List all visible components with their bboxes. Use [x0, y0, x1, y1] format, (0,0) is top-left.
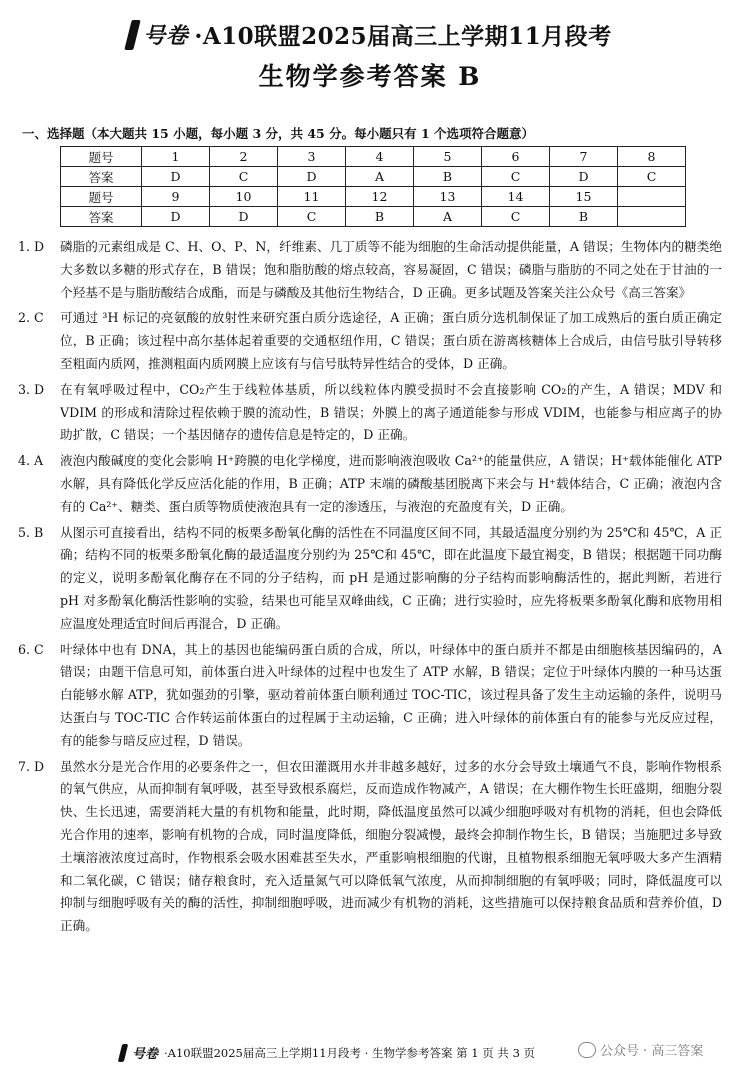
question-number: 4. A: [18, 453, 44, 469]
table-cell: 5: [414, 147, 482, 167]
table-cell: 7: [550, 147, 618, 167]
row-label: 答案: [61, 167, 142, 187]
explanation-text: 磷脂的元素组成是 C、H、O、P、N，纤维素、几丁质等不能为细胞的生命活动提供能量，A 错误；生物体内的糖类绝大多数以多糖的形式存在，B 错误；饱和脂肪酸的熔点较高，容易凝固，C 错误；磷脂与脂肪的不同之处在于甘油的一个羟基不是与脂肪酸结合成酯，而是与磷酸及其他衍生物结合，D 正确。更多试题及答案关注公众号《高三答案》: [60, 239, 722, 300]
table-cell: 12: [346, 187, 414, 207]
table-cell: 8: [618, 147, 686, 167]
table-cell: D: [278, 167, 346, 187]
table-cell: B: [414, 167, 482, 187]
table-row: [61, 207, 686, 227]
question-number: 6. C: [18, 641, 44, 657]
footer-logo-icon: [118, 1044, 128, 1062]
table-cell: 1: [142, 147, 210, 167]
table-cell: C: [210, 167, 278, 187]
table-cell: D: [142, 167, 210, 187]
question-number: 5. B: [18, 524, 44, 540]
table-cell: 14: [482, 187, 550, 207]
explanation-item: [18, 450, 722, 518]
table-cell: [618, 187, 686, 207]
table-cell: D: [550, 167, 618, 187]
explanations: [18, 236, 722, 941]
row-label: 题号: [61, 187, 142, 207]
row-label: 答案: [61, 207, 142, 227]
brand-logo-text: 号卷: [143, 23, 189, 49]
doc-subtitle: 生物学参考答案 B: [258, 62, 482, 91]
table-cell: 9: [142, 187, 210, 207]
answer-table: [60, 146, 686, 227]
watermark-text: 公众号 · 高三答案: [600, 1044, 704, 1059]
explanation-text: 可通过 ³H 标记的亮氨酸的放射性来研究蛋白质分选途径，A 正确；蛋白质分选机制保证了加工成熟后的蛋白质正确定位，B 正确；该过程中高尔基体起着重要的交通枢纽作用，C 错误；蛋白质在游离核糖体上合成后，由信号肽引导转移至粗面内质网，推测粗面内质网膜上应该有与信号肽特异性结合的受体，D 正确。: [60, 310, 722, 371]
table-cell: [618, 207, 686, 227]
question-number: 2. C: [18, 310, 44, 326]
explanation-text: 虽然水分是光合作用的必要条件之一，但农田灌溉用水并非越多越好，过多的水分会导致土壤通气不良，影响作物根系的氧气供应，从而抑制有氧呼吸，甚至导致根系腐烂，反而造成作物减产，A 错误；在大棚作物生长旺盛期，细胞分裂快、生长迅速，需要消耗大量的有机物和能量，此时期，降低温度虽然可以减少细胞呼吸对有机物的消耗，但也会降低光合作用的速率，影响有机物的合成，同时温度降低，细胞分裂减慢，最终会抑制作物生长，B 错误；当施肥过多导致土壤溶液浓度过高时，作物根系会吸水困难甚至失水，严重影响根细胞的代谢，且植物根系细胞无氧呼吸大多产生酒精和二氧化碳，C 错误；储存粮食时，充入适量氮气可以降低氧气浓度，从而抑制细胞的有氧呼吸；同时，降低温度可以抑制与细胞呼吸有关的酶的活性，抑制细胞呼吸，进而减少有机物的消耗，这些措施可以保持粮食品质和营养价值，D 正确。: [60, 758, 722, 934]
question-number: 7. D: [18, 758, 45, 774]
question-number: 3. D: [18, 381, 45, 397]
table-cell: C: [482, 167, 550, 187]
row-label: 题号: [61, 147, 142, 167]
wechat-icon: [578, 1042, 596, 1058]
table-cell: C: [278, 207, 346, 227]
table-cell: 11: [278, 187, 346, 207]
explanation-item: [18, 307, 722, 375]
table-row: [61, 167, 686, 187]
table-cell: 10: [210, 187, 278, 207]
table-cell: 6: [482, 147, 550, 167]
table-cell: A: [414, 207, 482, 227]
explanation-text: 液泡内酸碱度的变化会影响 H⁺跨膜的电化学梯度，进而影响液泡吸收 Ca²⁺的能量供应，A 错误；H⁺载体能催化 ATP 水解，具有降低化学反应活化能的作用，B 正确；ATP 末端的磷酸基团脱离下来会与 H⁺载体结合，C 正确；液泡内含有的 Ca²⁺、糖类、蛋白质等物质使液泡具有一定的渗透压，与液泡的充盈度有关，D 正确。: [60, 453, 722, 514]
explanation-text: 叶绿体中也有 DNA，其上的基因也能编码蛋白质的合成，所以，叶绿体中的蛋白质并不都是由细胞核基因编码的，A 错误；由题干信息可知，前体蛋白进入叶绿体的过程中也发生了 ATP 水解，B 错误；定位于叶绿体内膜的一种马达蛋白能够水解 ATP，犹如强劲的引擎，驱动着前体蛋白顺利通过 TOC-TIC，该过程具备了发生主动运输的条件，说明马达蛋白与 TOC-TIC 合作转运前体蛋白的过程属于主动运输，C 正确；进入叶绿体的前体蛋白有的能参与光反应过程，有的能参与暗反应过程，D 错误。: [60, 641, 722, 748]
table-cell: D: [210, 207, 278, 227]
exam-title: ·A10联盟2025届高三上学期11月段考: [194, 23, 612, 50]
table-cell: 3: [278, 147, 346, 167]
question-number: 1. D: [18, 239, 45, 254]
header-title-line1: [0, 18, 740, 51]
table-cell: D: [142, 207, 210, 227]
table-cell: B: [346, 207, 414, 227]
footer-logo-text: 号卷: [132, 1047, 159, 1062]
explanation-item: [18, 522, 722, 636]
explanation-text: 从图示可直接看出，结构不同的板栗多酚氧化酶的活性在不同温度区间不同，其最适温度分别约为 25℃和 45℃，A 正确；结构不同的板栗多酚氧化酶的最适温度分别约为 25℃和 45℃，即在此温度下最宜褐变，B 错误；根据题干同功酶的定义，说明多酚氧化酶存在不同的分子结构，而 pH 是通过影响酶的分子结构而影响酶活性的，据此判断，若进行 pH 对多酚氧化酶活性影响的实验，结果也可能呈双峰曲线，C 正确；进行实验时，应先将板栗多酚氧化酶和底物用相应温度处理适宜时间后再混合，D 正确。: [60, 524, 722, 631]
table-cell: C: [618, 167, 686, 187]
explanation-item: [18, 379, 722, 447]
brand-logo-icon: [125, 20, 141, 50]
table-cell: B: [550, 207, 618, 227]
table-cell: 15: [550, 187, 618, 207]
table-cell: C: [482, 207, 550, 227]
table-cell: A: [346, 167, 414, 187]
explanation-item: [18, 236, 722, 304]
page-footer: [120, 1043, 535, 1062]
explanation-item: [18, 756, 722, 938]
page-header: [0, 18, 740, 93]
watermark: [578, 1040, 703, 1059]
explanation-item: [18, 639, 722, 753]
footer-text: ·A10联盟2025届高三上学期11月段考 · 生物学参考答案 第 1 页 共 3 页: [164, 1045, 536, 1060]
table-row: [61, 187, 686, 207]
table-cell: 2: [210, 147, 278, 167]
table-cell: 13: [414, 187, 482, 207]
explanation-text: 在有氧呼吸过程中，CO₂产生于线粒体基质，所以线粒体内膜受损时不会直接影响 CO₂的产生，A 错误；MDV 和 VDIM 的形成和清除过程依赖于膜的流动性，B 错误；外膜上的离子通道能参与形成 VDIM，也能参与相应离子的协助扩散，C 错误；一个基因储存的遗传信息是特定的，D 正确。: [60, 381, 722, 443]
table-row: [61, 147, 686, 167]
table-cell: 4: [346, 147, 414, 167]
section-heading: 一、选择题（本大题共 15 小题，每小题 3 分，共 45 分。每小题只有 1 个选项符合题意）: [22, 126, 535, 141]
